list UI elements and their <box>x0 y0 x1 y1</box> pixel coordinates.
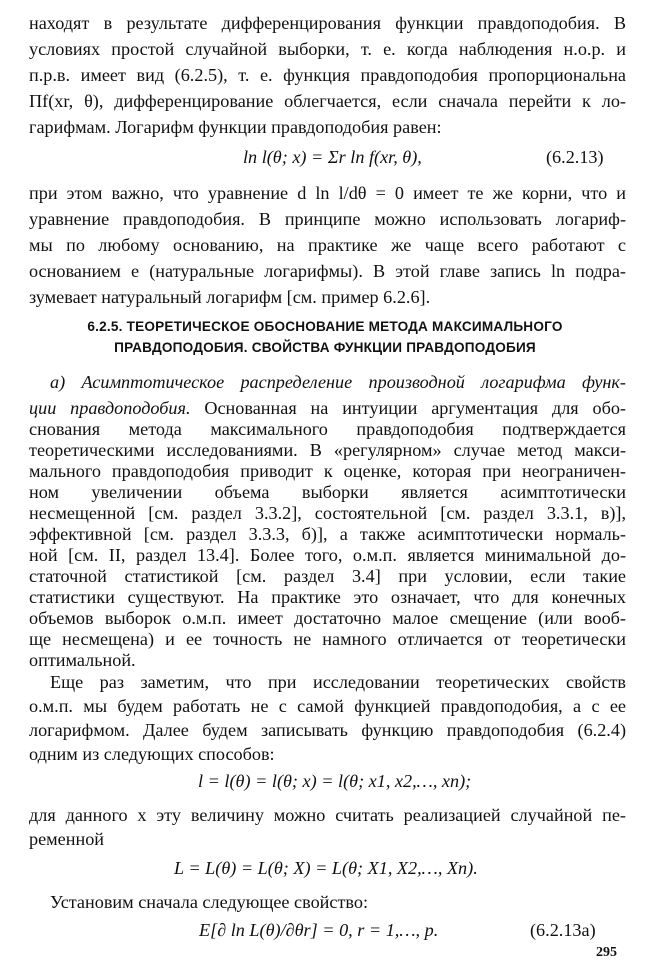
paragraph-line: эффективной [см. раздел 3.3.3, б)], а также асимптотически нормаль- <box>29 524 626 544</box>
equation-6-2-13a: E[∂ ln L(θ)/∂θr] = 0, r = 1,…, p. <box>199 920 439 940</box>
paragraph-line: Πf(xr, θ), дифференцирование облегчается, если сначала перейти к ло- <box>29 91 626 111</box>
equation-number: (6.2.13) <box>546 147 604 167</box>
paragraph-line: статистики существуют. На практике это означает, что для конечных <box>29 587 626 607</box>
paragraph-line: Установим сначала следующее свойство: <box>50 892 369 912</box>
section-heading: 6.2.5. ТЕОРЕТИЧЕСКОЕ ОБОСНОВАНИЕ МЕТОДА МАКСИМАЛЬНОГО <box>87 319 563 334</box>
paragraph-line: ременной <box>29 829 105 849</box>
paragraph-line: мального правдоподобия приводит к оценке, которая при неограничен- <box>29 461 626 481</box>
paragraph-line: оптимальной. <box>29 650 136 670</box>
equation-number: (6.2.13a) <box>530 920 596 940</box>
section-heading: ПРАВДОПОДОБИЯ. СВОЙСТВА ФУНКЦИИ ПРАВДОПОДОБИЯ <box>114 340 536 355</box>
paragraph-line: уравнение правдоподобия. В принципе можно использовать логариф- <box>29 209 626 229</box>
paragraph-line: ном увеличении объема выборки является асимптотически <box>29 482 626 502</box>
paragraph-line: снования метода максимального правдоподобия подтверждается <box>29 419 626 439</box>
paragraph-line: одним из следующих способов: <box>29 744 275 764</box>
paragraph-line: несмещенной [см. раздел 3.3.2], состоятельной [см. раздел 3.3.1, в)], <box>29 503 626 523</box>
paragraph-line: ще несмещена) и ее точность не намного отличается от теоретически <box>29 629 626 649</box>
paragraph-line: для данного x эту величину можно считать реализацией случайной пе- <box>29 805 626 825</box>
paragraph-text: Основанная на интуиции аргументация для обо- <box>204 398 626 418</box>
paragraph-line: мы по любому основанию, на практике же чаще всего работают с <box>29 235 626 255</box>
paragraph-line: п.р.в. имеет вид (6.2.5), т. е. функция правдоподобия пропорциональна <box>29 65 626 85</box>
paragraph-line: находят в результате дифференцирования функции правдоподобия. В <box>29 13 626 33</box>
paragraph-line: логарифмом. Далее будем записывать функцию правдоподобия (6.2.4) <box>29 720 626 740</box>
paragraph-line: о.м.п. мы будем работать не с самой функцией правдоподобия, а с ее <box>29 696 626 716</box>
paragraph-line: основанием e (натуральные логарифмы). В этой главе запись ln подра- <box>29 261 626 281</box>
paragraph-line: гарифмам. Логарифм функции правдоподобия равен: <box>29 117 442 137</box>
equation-L: L = L(θ) = L(θ; X) = L(θ; X1, X2,…, Xn). <box>174 858 478 878</box>
paragraph-line: статочной статистикой [см. раздел 3.4] при условии, если такие <box>29 566 626 586</box>
equation-6-2-13: ln l(θ; x) = Σr ln f(xr, θ), <box>243 147 422 167</box>
paragraph-line: Еще раз заметим, что при исследовании теоретических свойств <box>50 672 626 692</box>
paragraph-line: ной [см. II, раздел 13.4]. Более того, о.м.п. является минимальной до- <box>29 545 626 565</box>
paragraph-line: условиях простой случайной выборки, т. е. когда наблюдения н.о.р. и <box>29 39 626 59</box>
page-number: 295 <box>596 945 617 960</box>
paragraph-line: объемов выборок о.м.п. имеет достаточно малое смещение (или вооб- <box>29 608 626 628</box>
subsection-title: а) Асимптотическое распределение производной логарифма функ- <box>50 372 626 392</box>
paragraph-line: зумевает натуральный логарифм [см. пример 6.2.6]. <box>29 287 431 307</box>
paragraph-line <box>29 398 626 418</box>
paragraph-line: теоретическими исследованиями. В «регулярном» случае метод макси- <box>29 440 626 460</box>
subsection-title-cont: ции правдоподобия. <box>29 398 191 418</box>
paragraph-line: при этом важно, что уравнение d ln l/dθ = 0 имеет те же корни, что и <box>29 183 626 203</box>
equation-l: l = l(θ) = l(θ; x) = l(θ; x1, x2,…, xn); <box>198 771 472 791</box>
